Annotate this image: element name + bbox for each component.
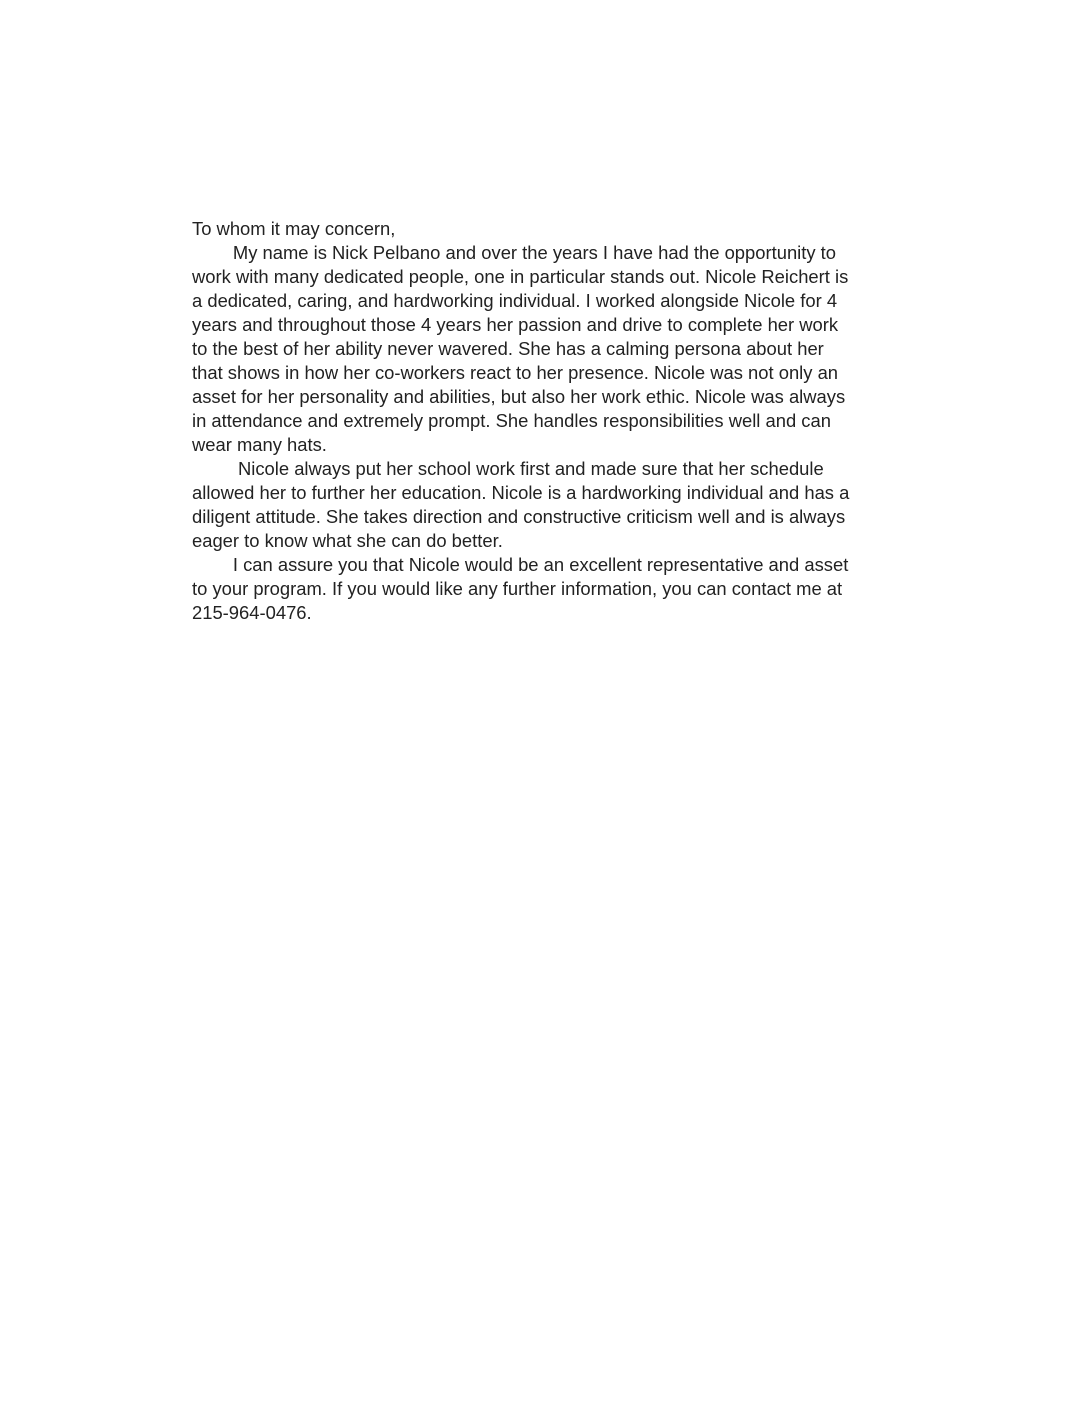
letter-line: Nicole always put her school work first and made sure that her schedule (192, 458, 824, 479)
phone-number-line: 215-964-0476. (192, 602, 312, 623)
letter-line: in attendance and extremely prompt. She handles responsibilities well and can (192, 410, 831, 431)
letter-line: that shows in how her co-workers react to her presence. Nicole was not only an (192, 362, 839, 383)
letter-line: a dedicated, caring, and hardworking individual. I worked alongside Nicole for 4 (192, 290, 838, 311)
letter-line: I can assure you that Nicole would be an excellent representative and asset (192, 554, 849, 575)
letter-line: to the best of her ability never wavered. She has a calming persona about her (192, 338, 824, 359)
letter-line: allowed her to further her education. Nicole is a hardworking individual and has a (192, 482, 850, 503)
letter-line: wear many hats. (192, 434, 327, 455)
letter-line: asset for her personality and abilities, but also her work ethic. Nicole was always (192, 386, 846, 407)
salutation: To whom it may concern, (192, 218, 396, 239)
letter-line: diligent attitude. She takes direction and constructive criticism well and is always (192, 506, 846, 527)
letter-line: to your program. If you would like any further information, you can contact me at (192, 578, 843, 599)
letter-line: eager to know what she can do better. (192, 530, 503, 551)
letter-line: work with many dedicated people, one in particular stands out. Nicole Reichert is (192, 266, 849, 287)
letter-line: years and throughout those 4 years her passion and drive to complete her work (192, 314, 839, 335)
letter-body (192, 217, 902, 625)
letter-line: My name is Nick Pelbano and over the years I have had the opportunity to (192, 242, 837, 263)
